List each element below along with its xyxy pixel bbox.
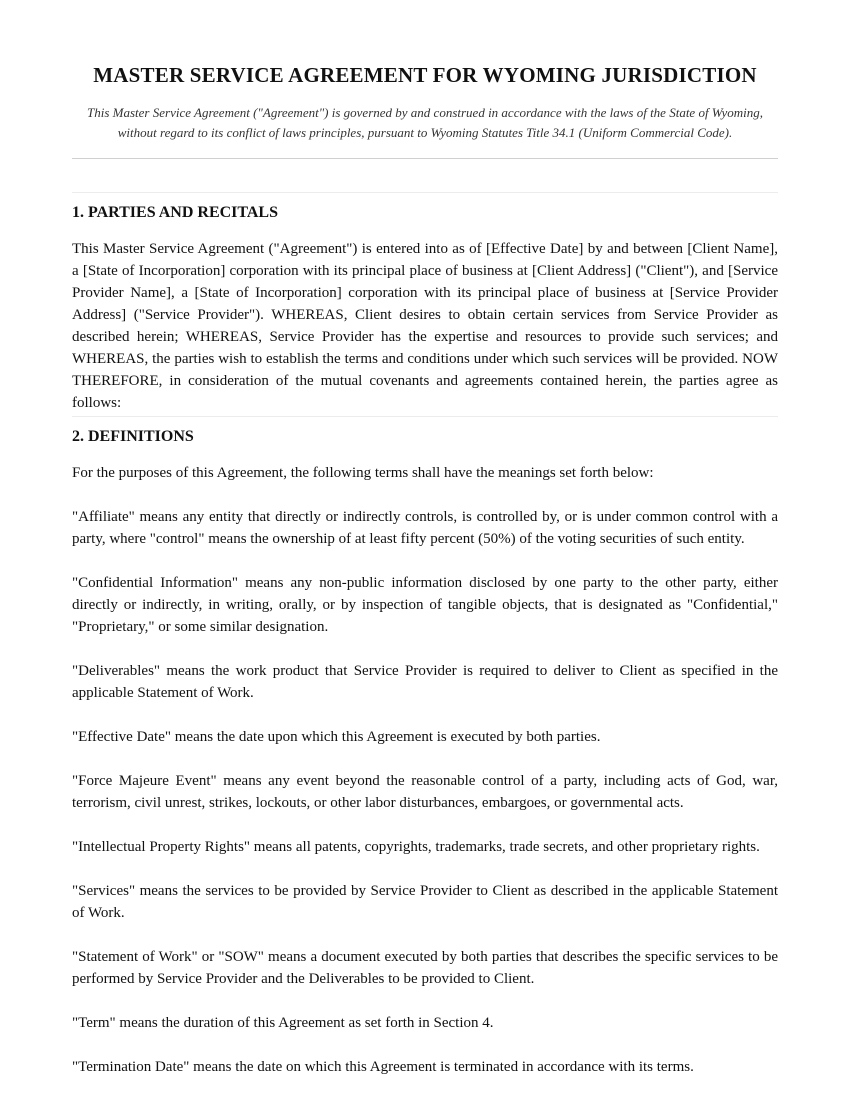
header-divider (72, 158, 778, 159)
definition-confidential-information: "Confidential Information" means any non-public information disclosed by one party to the other party, either directly or indirectly, in writing, orally, or by inspection of tangible objects, that is designated as "Confidential," "Proprietary," or some similar designation. (72, 575, 778, 635)
definition-deliverables: "Deliverables" means the work product that Service Provider is required to deliver to Client as specified in the applicable Statement of Work. (72, 663, 778, 701)
section-divider (72, 192, 778, 193)
definition-termination-date: "Termination Date" means the date on which this Agreement is terminated in accordance with its terms. (72, 1059, 694, 1075)
section-divider (72, 416, 778, 417)
definition-term: "Term" means the duration of this Agreement as set forth in Section 4. (72, 1015, 494, 1031)
definition-intellectual-property: "Intellectual Property Rights" means all patents, copyrights, trademarks, trade secrets, and other proprietary rights. (72, 839, 760, 855)
definition-statement-of-work: "Statement of Work" or "SOW" means a document executed by both parties that describes the specific services to be performed by Service Provider and the Deliverables to be provided to Client. (72, 949, 778, 987)
definition-affiliate: "Affiliate" means any entity that directly or indirectly controls, is controlled by, or is under common control with a party, where "control" means the ownership of at least fifty percent (50%) of the voting securities of such entity. (72, 509, 778, 547)
section-title-parties: 1. PARTIES AND RECITALS (72, 204, 278, 221)
section-title-definitions: 2. DEFINITIONS (72, 428, 194, 445)
definition-effective-date: "Effective Date" means the date upon which this Agreement is executed by both parties. (72, 729, 601, 745)
definition-force-majeure: "Force Majeure Event" means any event beyond the reasonable control of a party, including acts of God, war, terrorism, civil unrest, strikes, lockouts, or other labor disturbances, embargoes, or governmental acts. (72, 773, 778, 811)
document-title: MASTER SERVICE AGREEMENT FOR WYOMING JURISDICTION (93, 63, 757, 87)
definition-services: "Services" means the services to be provided by Service Provider to Client as described in the applicable Statement of Work. (72, 883, 778, 921)
section-body-parties: This Master Service Agreement ("Agreement") is entered into as of [Effective Date] by and between [Client Name], a [State of Incorporation] corporation with its principal place of business at [Client Address] ("Client"), and [Service Provider Name], a [State of Incorporation] corporation with its principal place of business at [Service Provider Address] ("Service Provider"). WHEREAS, Client desires to obtain certain services from Service Provider as described herein; WHEREAS, Service Provider has the expertise and resources to provide such services; and WHEREAS, the parties wish to establish the terms and conditions under which such services will be provided. NOW THEREFORE, in consideration of the mutual covenants and agreements contained herein, the parties agree as follows: (72, 241, 778, 411)
governing-law-note: This Master Service Agreement ("Agreement") is governed by and construed in accordance with the laws of the State of Wyoming, without regard to its conflict of laws principles, pursuant to Wyoming Statutes Title 34.1 (Uniform Commercial Code). (87, 105, 763, 140)
definitions-intro: For the purposes of this Agreement, the following terms shall have the meanings set forth below: (72, 465, 654, 481)
